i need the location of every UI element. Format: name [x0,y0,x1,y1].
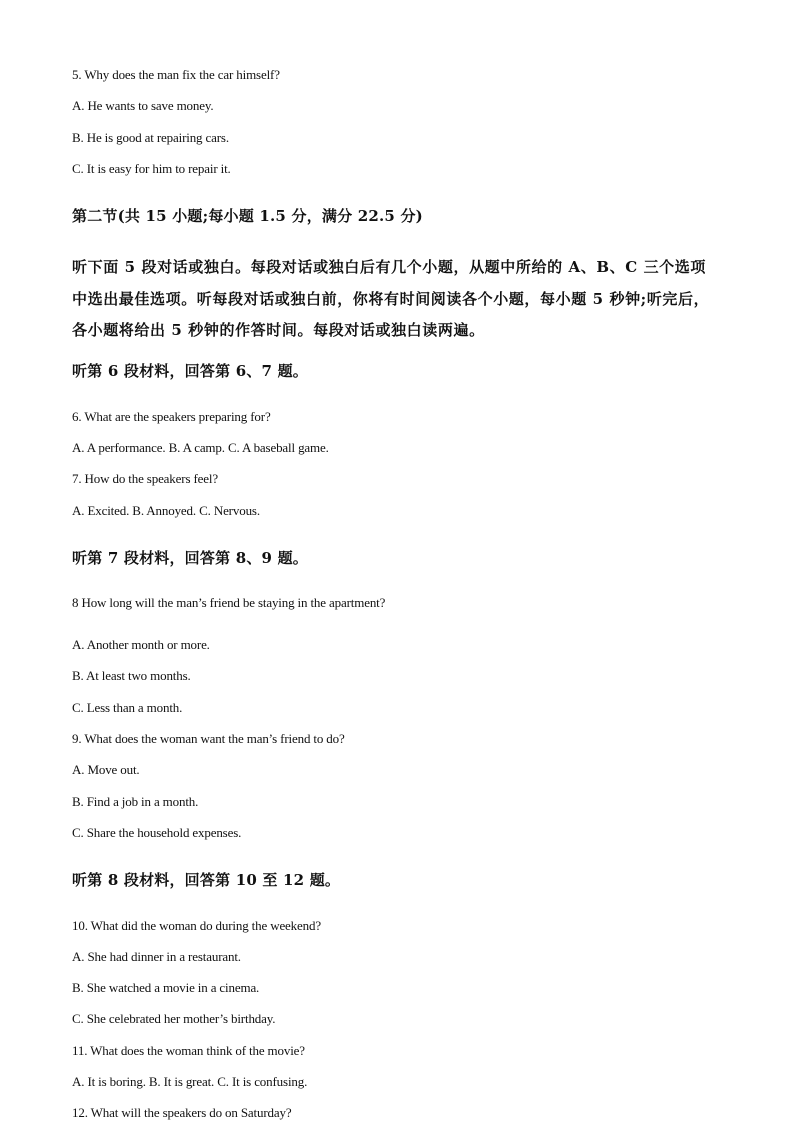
question-5-option-c: C. It is easy for him to repair it. [72,160,231,176]
question-7-options: A. Excited. B. Annoyed. C. Nervous. [72,502,260,518]
question-9-option-a: A. Move out. [72,762,140,778]
question-10-option-a: A. She had dinner in a restaurant. [72,948,241,964]
question-6-options: A. A performance. B. A camp. C. A baseball game. [72,439,329,455]
question-12: 12. What will the speakers do on Saturday? [72,1105,292,1121]
instructions-line-2: 中选出最佳选项。听每段对话或独白前，你将有时间阅读各个小题，每小题 5 秒钟;听完后， [72,289,710,308]
question-7: 7. How do the speakers feel? [72,471,218,487]
question-10: 10. What did the woman do during the weekend? [72,917,321,933]
material-8-heading: 听第 8 段材料，回答第 10 至 12 题。 [72,871,341,890]
section-2-instructions [72,252,732,346]
question-9: 9. What does the woman want the man’s friend to do? [72,731,345,747]
question-11-options: A. It is boring. B. It is great. C. It is confusing. [72,1074,308,1090]
instructions-line-3: 各小题将给出 5 秒钟的作答时间。每段对话或独白读两遍。 [72,321,485,340]
question-5: 5. Why does the man fix the car himself? [72,67,280,82]
question-11: 11. What does the woman think of the movie? [72,1042,305,1058]
instructions-line-1: 听下面 5 段对话或独白。每段对话或独白后有几个小题，从题中所给的 A、B、C 三个选项 [72,258,706,277]
question-9-option-c: C. Share the household expenses. [72,824,242,840]
question-6: 6. What are the speakers preparing for? [72,408,271,424]
question-8: 8 How long will the man’s friend be staying in the apartment? [72,595,386,611]
document-page [72,66,732,1136]
material-7-heading: 听第 7 段材料，回答第 8、9 题。 [72,548,309,567]
material-6-heading: 听第 6 段材料，回答第 6、7 题。 [72,362,309,381]
question-8-option-a: A. Another month or more. [72,637,210,653]
question-8-option-b: B. At least two months. [72,668,191,684]
section-2-heading: 第二节(共 15 小题;每小题 1.5 分，满分 22.5 分) [72,207,423,226]
question-10-option-b: B. She watched a movie in a cinema. [72,980,260,996]
question-10-option-c: C. She celebrated her mother’s birthday. [72,1011,276,1027]
question-5-option-a: A. He wants to save money. [72,98,214,114]
question-8-option-c: C. Less than a month. [72,699,183,715]
question-9-option-b: B. Find a job in a month. [72,793,199,809]
question-5-option-b: B. He is good at repairing cars. [72,129,229,145]
